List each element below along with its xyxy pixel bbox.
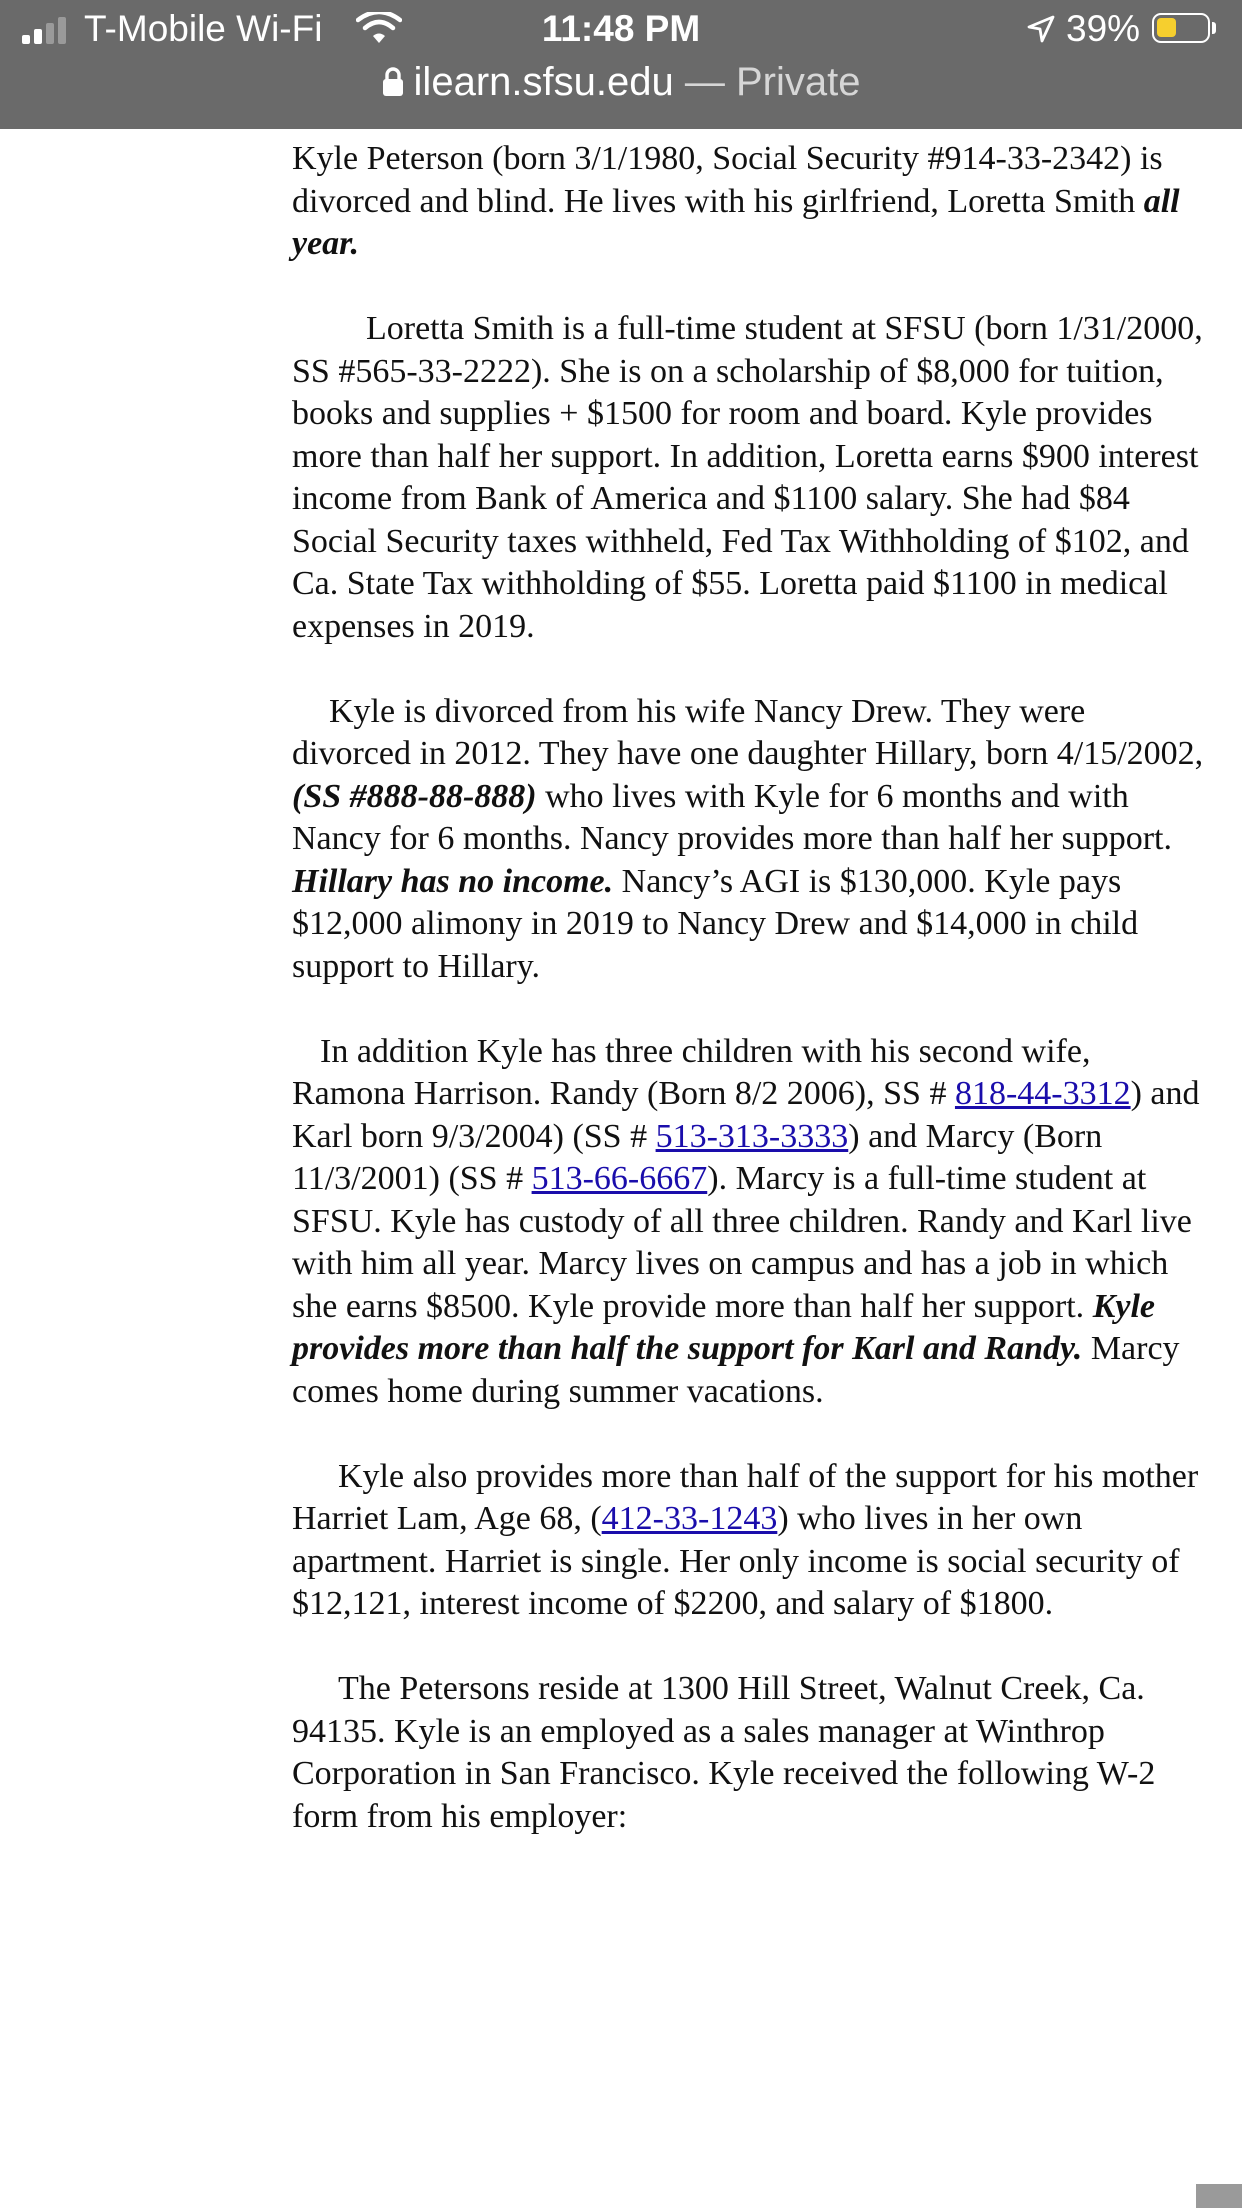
carrier-label: T-Mobile Wi-Fi [84, 8, 323, 49]
paragraph-text: ) and Marcy (Born 11/3/2001) (SS # [292, 1117, 1103, 1197]
url-bar[interactable] [0, 60, 1242, 105]
paragraph-text: who lives with Kyle for 6 months and with Nancy for 6 months. Nancy provides more than half her support. [292, 777, 1172, 857]
battery-fill [1157, 18, 1176, 37]
paragraph-text: ) and Karl born 9/3/2004) (SS # [292, 1075, 1200, 1155]
scrollbar-thumb[interactable] [1196, 2184, 1242, 2208]
phone-link-818[interactable]: 818-44-3312 [954, 1075, 1131, 1112]
emphasis-text: (SS #888-88-888) [292, 777, 537, 815]
url-private-label: — Private [684, 60, 861, 104]
paragraph-text: ). Marcy is a full-time student at SFSU. Kyle has custody of all three children. Randy and Karl live with him all year. Marcy lives on campus and has a job in which she earns $8500. Kyle provide more than half her support. [292, 1160, 1192, 1325]
url-domain: ilearn.sfsu.edu [413, 60, 674, 104]
battery-icon [1152, 13, 1210, 43]
battery-cap [1212, 22, 1216, 34]
emphasis-text: Kyle provides more than half the support for Karl and Randy. [292, 1287, 1155, 1367]
clock: 11:48 PM [541, 8, 701, 49]
lock-icon [382, 67, 404, 97]
paragraph-text: Loretta Smith is a full-time student at SFSU (born 1/31/2000, SS #565-33-2222). She is on a scholarship of $8,000 for tuition, books and supplies + $1500 for room and board. Kyle provides more than half her support. In addition, Loretta earns $900 interest income from Bank of America and $1100 salary. She had $84 Social Security taxes withheld, Fed Tax Withholding of $102, and Ca. State Tax withholding of $55. Loretta paid $1100 in medical expenses in 2019. [292, 310, 1203, 645]
paragraph-text: Kyle also provides more than half of the support for his mother Harriet Lam, Age 68, ( [292, 1457, 1199, 1537]
paragraph-children [292, 1031, 1212, 1414]
battery-percent: 39% [1066, 8, 1141, 49]
phone-link-412[interactable]: 412-33-1243 [601, 1500, 778, 1537]
paragraph-residence [292, 1668, 1212, 1838]
phone-link-513-66[interactable]: 513-66-6667 [531, 1160, 708, 1197]
paragraph-nancy-hillary [292, 691, 1212, 989]
location-arrow-icon [1026, 14, 1056, 44]
emphasis-text: all year. [292, 182, 1180, 262]
paragraph-text: The Petersons reside at 1300 Hill Street, Walnut Creek, Ca. 94135. Kyle is an employed as a sales manager at Winthrop Corporation in San Francisco. Kyle received the following W-2 form from his employer: [292, 1670, 1156, 1835]
paragraph-text: ) who lives in her own apartment. Harriet is single. Her only income is social security of $12,121, interest income of $2200, and salary of $1800. [292, 1500, 1180, 1622]
paragraph-text: In addition Kyle has three children with his second wife, Ramona Harrison. Randy (Born 8/2 2006), SS # [292, 1032, 1091, 1112]
paragraph-text: Nancy’s AGI is $130,000. Kyle pays $12,000 alimony in 2019 to Nancy Drew and $14,000 in child support to Hillary. [292, 862, 1139, 985]
phone-link-513-313[interactable]: 513-313-3333 [655, 1117, 849, 1155]
document-body [292, 138, 1212, 1881]
paragraph-kyle [292, 138, 1212, 266]
paragraph-loretta [292, 308, 1212, 648]
emphasis-text: Hillary has no income. [292, 862, 614, 900]
paragraph-text: Kyle Peterson (born 3/1/1980, Social Security #914-33-2342) is divorced and blind. He lives with his girlfriend, Loretta Smith [292, 140, 1163, 220]
paragraph-text: Marcy comes home during summer vacations. [292, 1330, 1180, 1410]
paragraph-harriet [292, 1456, 1212, 1626]
paragraph-text: Kyle is divorced from his wife Nancy Drew. They were divorced in 2012. They have one daughter Hillary, born 4/15/2002, [292, 692, 1204, 772]
status-bar [0, 0, 1242, 129]
